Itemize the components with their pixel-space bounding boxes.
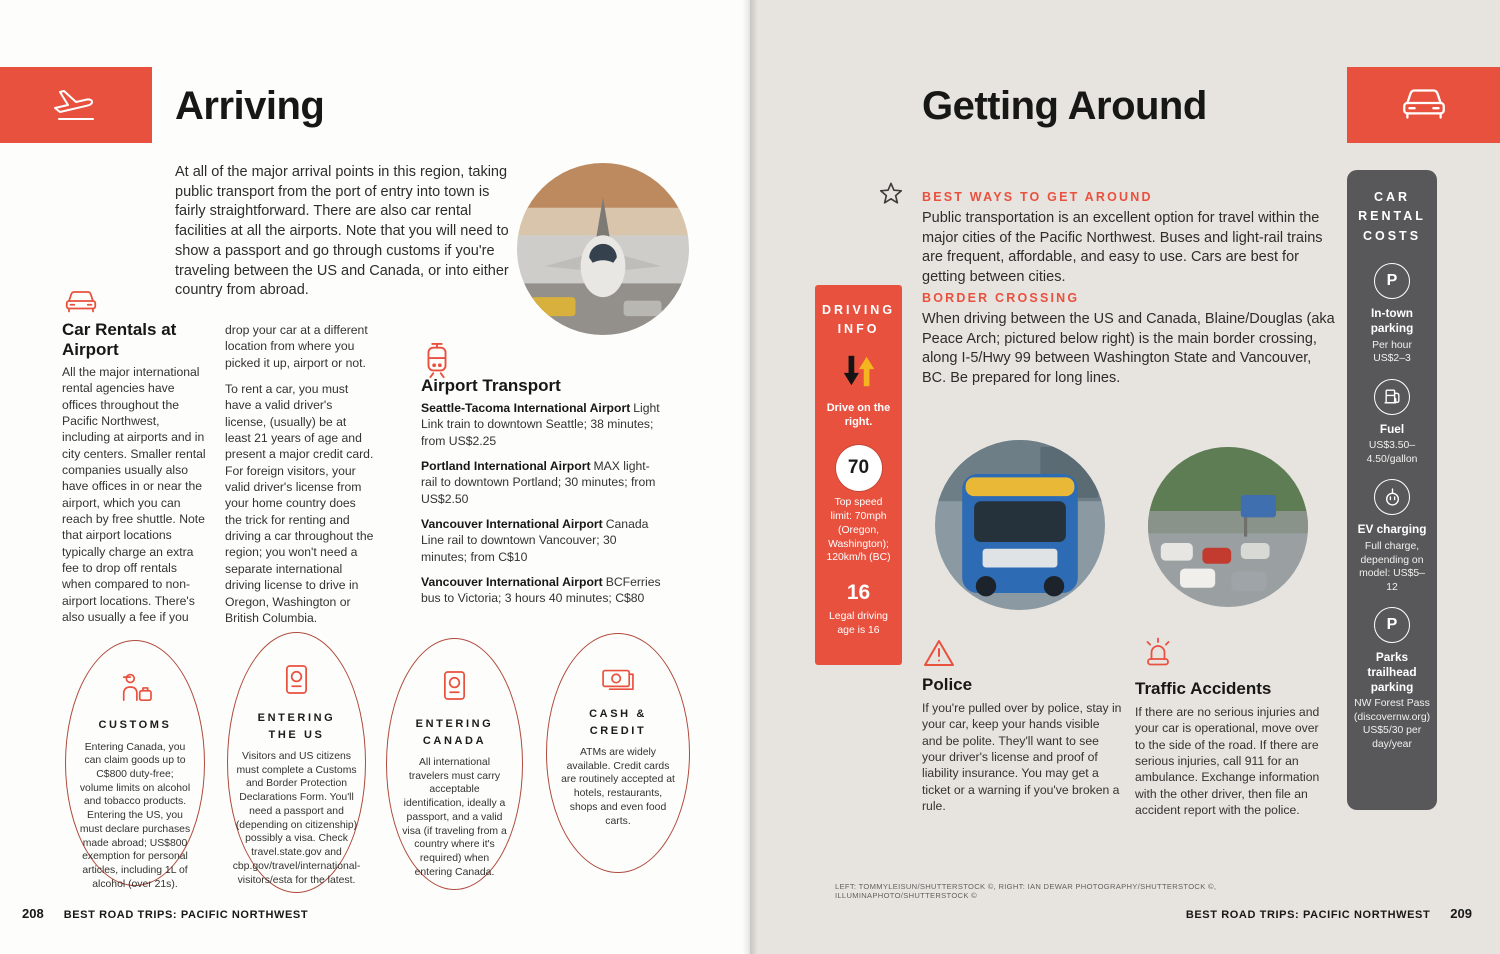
cost-text: US$3.50–4.50/gallon xyxy=(1366,440,1418,465)
border-crossing-heading: BORDER CROSSING xyxy=(922,291,1080,305)
car-rentals-heading: Car Rentals at Airport xyxy=(62,320,177,360)
driving-info-title: DRIVING INFO xyxy=(821,303,896,337)
oval-title: ENTERING CANADA xyxy=(415,718,494,747)
airport-detail: MAX light-rail to downtown Portland; 30 minutes; from US$2.50 xyxy=(421,459,656,506)
oval-text: All international travelers must carry acceptable identification, ideally a passport, and a valid visa (if traveling from a country where it's required) when entering Canada. xyxy=(402,757,507,878)
oval-text: ATMs are widely available. Credit cards are routinely accepted at hotels, restaurants, shops and even food carts. xyxy=(561,747,675,827)
oval-title: ENTERING THE US xyxy=(257,712,336,741)
airplane-icon xyxy=(51,81,101,130)
car-rentals-col2-p2: To rent a car, you must have a valid driver's license, (usually) be at least 21 years of age and present a major credit card. For foreign visitors, your valid driver's license from your home country does the trick for renting and driving a car throughout the region; you won't need a separate international driving license to drive in Oregon, Washington or British Columbia. xyxy=(225,382,374,625)
car-icon xyxy=(62,286,100,321)
fuel-icon xyxy=(1374,379,1410,415)
cost-item-ev xyxy=(1355,479,1429,594)
right-footer xyxy=(1186,906,1472,921)
cash-credit-oval xyxy=(546,633,690,873)
transport-entry xyxy=(421,458,665,507)
getting-around-header-block xyxy=(1347,67,1500,143)
cost-heading: Fuel xyxy=(1379,421,1405,436)
oval-text: Visitors and US citizens must complete a Customs and Border Protection Declarations Form. You'll need a passport and (depending on citizenship) possibly a visa. Check travel.state.gov and cbp.gov/travel/international-visitors/esta for the latest. xyxy=(232,751,361,886)
bus-photo xyxy=(935,440,1105,610)
warning-triangle-icon xyxy=(922,638,956,673)
ev-charging-icon xyxy=(1374,479,1410,515)
airport-transport-list xyxy=(421,400,665,616)
page-seam xyxy=(742,0,758,954)
car-rentals-col2-p1: drop your car at a different location from where you picked it up, airport or not. xyxy=(225,323,368,370)
airport-transport-heading: Airport Transport xyxy=(421,376,561,395)
cost-item-trailhead-parking xyxy=(1354,607,1430,751)
cost-heading: Parks trailhead parking xyxy=(1367,650,1417,694)
border-crossing-text: When driving between the US and Canada, Blaine/Douglas (aka Peace Arch; pictured below right) is the main border crossing, along I-5/Hwy 99 between Washington State and Vancouver, BC. Be prepared for long lines. xyxy=(922,311,1335,387)
cost-item-parking xyxy=(1355,263,1429,366)
cost-text: NW Forest Pass (discovernw.org) US$5/30 per day/year xyxy=(1353,698,1431,750)
customs-officer-icon xyxy=(116,671,154,708)
transport-entry xyxy=(421,516,665,565)
cost-heading: In-town parking xyxy=(1370,306,1414,335)
parking-icon: P xyxy=(1374,607,1410,643)
parking-icon: P xyxy=(1374,263,1410,299)
best-ways-text: Public transportation is an excellent option for travel within the major cities of the Pacific Northwest. Buses and light-rail trains are frequent, affordable, and easy to use. Cars are best for getting between cities. xyxy=(922,210,1323,286)
traffic-accidents-text: If there are no serious injuries and your car is operational, move over to the side of the road. If there are serious injuries, call 911 for an ambulance. Exchange information with the other driver, then file an accident report with the police. xyxy=(1135,705,1320,818)
driving-info-panel xyxy=(815,285,902,665)
customs-oval xyxy=(65,640,205,890)
police-text: If you're pulled over by police, stay in your car, keep your hands visible and be polite. They'll want to see your driver's license and proof of liability insurance. You may get a ticket or a warning if you've broken a rule. xyxy=(922,701,1122,814)
page-getting-around xyxy=(750,0,1500,954)
book-title: BEST ROAD TRIPS: PACIFIC NORTHWEST xyxy=(63,909,309,921)
passport-icon xyxy=(441,669,468,707)
book-title: BEST ROAD TRIPS: PACIFIC NORTHWEST xyxy=(1185,909,1431,921)
airport-name: Vancouver International Airport xyxy=(421,575,603,590)
car-icon xyxy=(1398,82,1450,129)
oval-title: CUSTOMS xyxy=(98,719,172,731)
passport-icon xyxy=(283,663,310,701)
car-rental-costs-panel xyxy=(1347,170,1437,810)
siren-icon xyxy=(1140,636,1176,673)
car-rentals-col2 xyxy=(225,322,375,626)
entering-us-oval xyxy=(227,632,366,893)
page-number: 209 xyxy=(1450,906,1472,921)
airport-name: Portland International Airport xyxy=(421,459,591,474)
page-title-getting-around: Getting Around xyxy=(922,84,1207,128)
transport-entry xyxy=(421,400,665,449)
oval-text: Entering Canada, you can claim goods up to C$800 duty-free; volume limits on alcohol and tobacco products. Entering the US, you must declare purchases made abroad; US$800 exemption for personal articles, including 1L of alcohol (over 21s). xyxy=(79,741,191,890)
police-heading: Police xyxy=(922,675,973,694)
border-crossing-photo xyxy=(1148,447,1308,607)
drive-side-text: Drive on the right. xyxy=(826,401,891,429)
cost-text: Full charge, depending on model: US$5–12 xyxy=(1359,541,1425,593)
airport-name: Seattle-Tacoma International Airport xyxy=(421,401,631,415)
arriving-header-block xyxy=(0,67,152,143)
arriving-intro: At all of the major arrival points in this region, taking public transport from the port of entry into town is fairly straightforward. There are also car rental facilities at all the airports. Note that you will need to show a passport and go through customs if you're traveling between the US and Canada, or into either country from abroad. xyxy=(175,164,509,299)
photo-credits: LEFT: TOMMYLEISUN/SHUTTERSTOCK ©, RIGHT: IAN DEWAR PHOTOGRAPHY/SHUTTERSTOCK ©, ILLUMINAPHOTO/SHUTTERSTOCK © xyxy=(835,882,1217,900)
two-way-arrows-icon xyxy=(840,352,878,395)
transport-entry xyxy=(421,574,665,607)
car-rentals-col1: All the major international rental agencies have offices throughout the Pacific Northwest, including at airports and in city centers. Smaller rental companies usually also have offices in or near the airport, which you can reach by free shuttle. Note that airport locations typically charge an extra fee to drop off rentals when compared to non-airport locations. There's also usually a fee if you xyxy=(62,365,206,625)
driving-age-number: 16 xyxy=(846,581,871,605)
airport-detail: BCFerries bus to Victoria; 3 hours 40 minutes; C$80 xyxy=(421,575,661,606)
speed-limit-sign: 70 xyxy=(836,445,882,491)
page-number: 208 xyxy=(22,906,44,921)
airport-photo xyxy=(517,163,689,335)
star-icon xyxy=(878,181,904,212)
airport-detail: Light Link train to downtown Seattle; 38 minutes; from US$2.25 xyxy=(421,401,660,448)
traffic-accidents-heading: Traffic Accidents xyxy=(1135,679,1272,698)
cost-text: Per hour US$2–3 xyxy=(1372,339,1412,365)
cost-item-fuel xyxy=(1355,379,1429,467)
best-ways-heading: BEST WAYS TO GET AROUND xyxy=(922,190,1153,204)
airport-detail: Canada Line rail to downtown Vancouver; 30 minutes; from C$10 xyxy=(421,517,649,564)
left-footer xyxy=(22,906,308,921)
speed-limit-text: Top speed limit: 70mph (Oregon, Washington); 120km/h (BC) xyxy=(826,497,891,564)
oval-title: CASH & CREDIT xyxy=(589,708,647,737)
car-rental-costs-title: CAR RENTAL COSTS xyxy=(1358,190,1426,243)
driving-age-text: Legal driving age is 16 xyxy=(829,611,888,636)
page-title-arriving: Arriving xyxy=(175,84,325,128)
entering-canada-oval xyxy=(386,638,523,890)
cost-heading: EV charging xyxy=(1357,522,1427,537)
cash-icon xyxy=(599,664,637,697)
airport-name: Vancouver International Airport xyxy=(421,517,603,532)
